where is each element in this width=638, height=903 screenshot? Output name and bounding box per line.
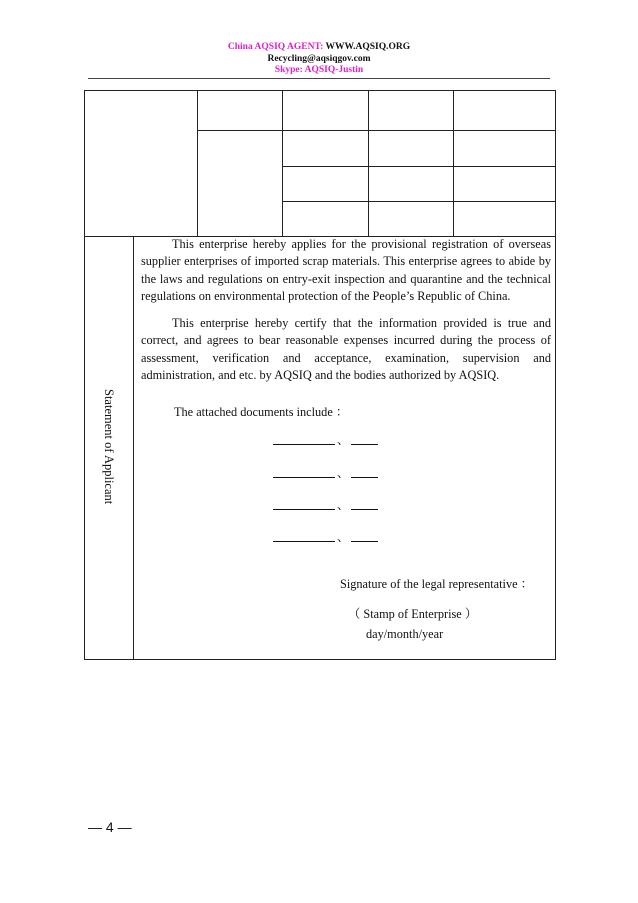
blank-line[interactable]	[273, 529, 335, 542]
table-gridline	[453, 90, 454, 236]
header-divider	[88, 78, 550, 79]
statement-label: Statement of Applicant	[102, 389, 116, 505]
stamp-text: Stamp of Enterprise	[363, 607, 462, 621]
table-gridline	[197, 90, 198, 236]
skype-id: Skype: AQSIQ-Justin	[274, 65, 364, 75]
table-gridline	[368, 90, 369, 236]
blank-line[interactable]	[273, 497, 335, 510]
blank-line[interactable]	[273, 465, 335, 478]
separator: 、	[337, 498, 350, 512]
separator: 、	[337, 433, 350, 447]
agent-label: China AQSIQ AGENT:	[227, 42, 324, 52]
table-gridline	[282, 201, 556, 202]
blank-line[interactable]	[351, 432, 378, 445]
table-gridline	[282, 166, 556, 167]
table-gridline	[197, 130, 556, 131]
statement-label-cell	[86, 236, 131, 658]
email-link[interactable]: Recycling@aqsiqgov.com	[267, 53, 371, 64]
blank-line[interactable]	[351, 465, 378, 478]
attached-documents-label: The attached documents include ：	[174, 405, 349, 419]
signature-label: Signature of the legal representative ：	[340, 577, 533, 591]
blank-line[interactable]	[273, 432, 335, 445]
table-gridline	[133, 236, 134, 660]
date-format: day/month/year	[366, 627, 444, 641]
blank-line[interactable]	[351, 529, 378, 542]
stamp-close-paren: ）	[464, 607, 478, 621]
separator: 、	[337, 530, 350, 544]
stamp-line	[348, 604, 477, 622]
stamp-open-paren: （	[348, 607, 361, 621]
blank-line[interactable]	[351, 497, 378, 510]
separator: 、	[337, 466, 350, 480]
page-number: — 4 —	[88, 819, 132, 835]
statement-paragraph-2: This enterprise hereby certify that the information provided is true and correct, and agrees to bear reasonable expenses incurred during the process of assessment, verification and acceptance, examination, supervision and administration, and etc. by AQSIQ and the bodies authorized by AQSIQ.	[141, 316, 551, 382]
table-gridline	[282, 90, 283, 236]
statement-paragraph-1: This enterprise hereby applies for the provisional registration of overseas supplier enterprises of imported scrap materials. This enterprise agrees to abide by the laws and regulations on entry-exit inspection and quarantine and the technical regulations on environmental protection of the People’s Republic of China.	[141, 237, 551, 303]
page-header	[0, 42, 638, 77]
website-link[interactable]: WWW.AQSIQ.ORG	[325, 42, 411, 52]
